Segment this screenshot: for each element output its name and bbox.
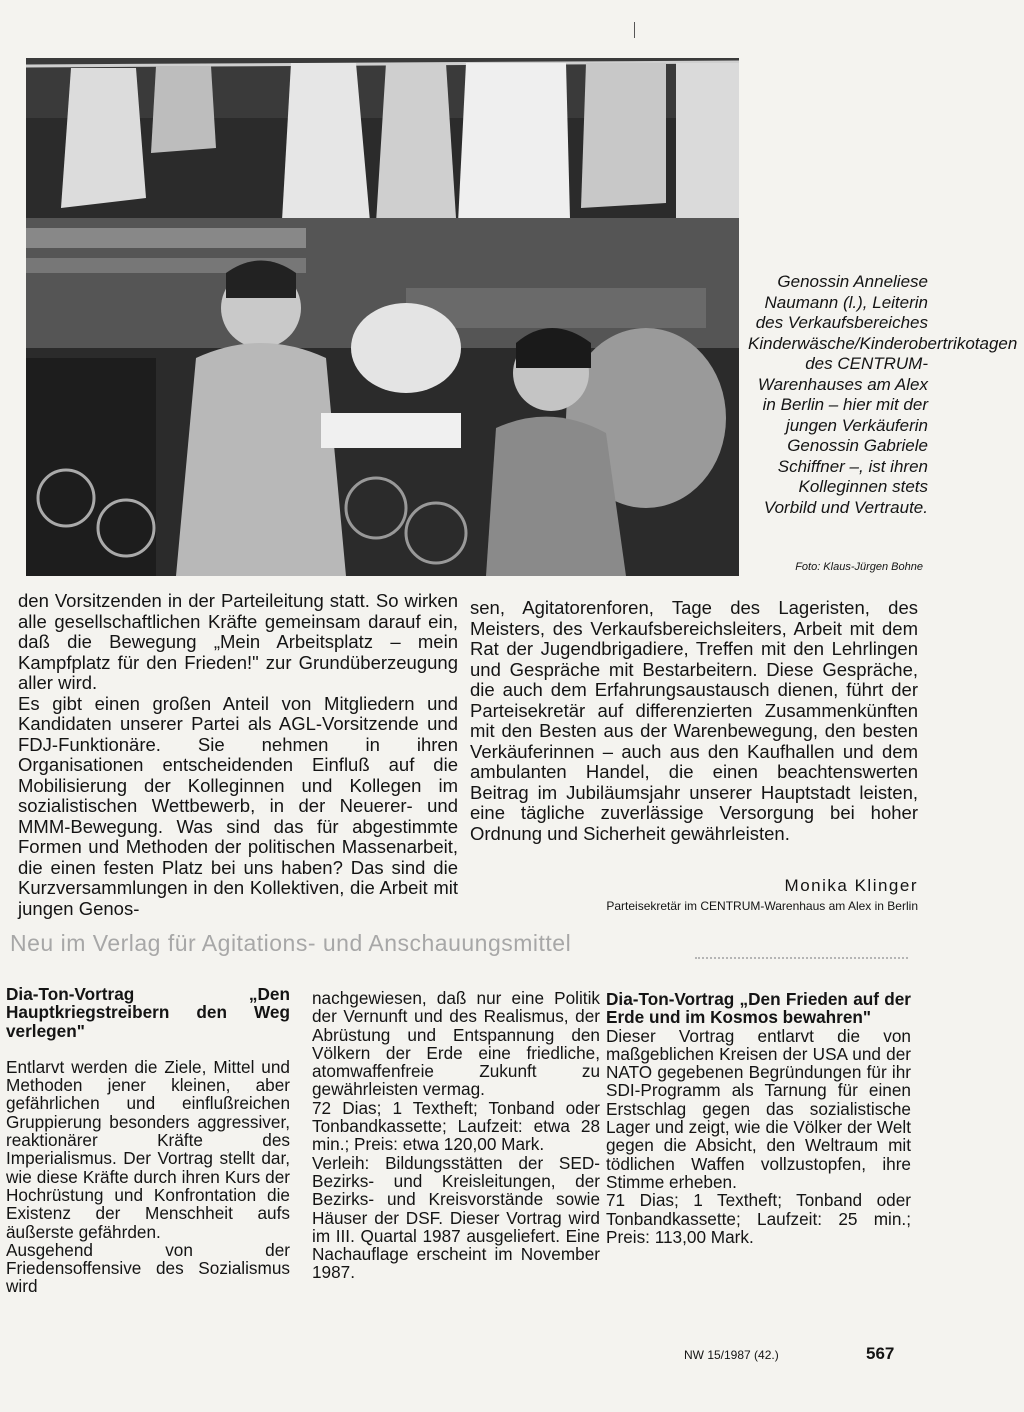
author-role: Parteisekretär im CENTRUM-Warenhaus am Alex in Berlin xyxy=(606,899,918,913)
item-column-1 xyxy=(6,985,290,1296)
scan-mark xyxy=(634,22,635,38)
article-column-right xyxy=(470,598,918,844)
issue-reference: NW 15/1987 (42.) xyxy=(684,1348,779,1362)
heading-divider xyxy=(695,957,908,959)
article-paragraph: Es gibt einen großen Anteil von Mitgliedern und Kandidaten unserer Partei als AGL-Vorsitzende und FDJ-Funktionäre. Sie nehmen in ihren Organisationen entscheidenden Einfluß auf die Mobilisierung der Kolleginnen und Kollegen im sozialistischen Wettbewerb, in der Neuerer- und MMM-Bewegung. Was sind das für abgestimmte Formen und Methoden der politischen Massenarbeit, die einen festen Platz bei uns haben? Das sind die Kurzversammlungen in den Kollektiven, die Arbeit mit jungen Genos- xyxy=(18,692,458,919)
item-paragraph: Ausgehend von der Friedensoffensive des Sozialismus wird xyxy=(6,1239,290,1297)
item-paragraph: 72 Dias; 1 Textheft; Tonband oder Tonbandkassette; Laufzeit: etwa 28 min.; Preis: etwa 120,00 Mark. xyxy=(312,1097,600,1155)
photo-credit: Foto: Klaus-Jürgen Bohne xyxy=(795,561,923,573)
article-column-left xyxy=(18,591,458,919)
item-paragraph: Verleih: Bildungsstätten der SED-Bezirks- und Kreisleitungen, der Bezirks- und Kreisvorstände sowie Häuser der DSF. Dieser Vortrag wird im III. Quartal 1987 ausgeliefert. Eine Nachauflage erscheint im November 1987. xyxy=(312,1152,600,1283)
article-paragraph: den Vorsitzenden in der Parteileitung statt. So wirken alle gesellschaftlichen Kräfte gemeinsam darauf ein, daß die Bewegung „Mein Arbeitsplatz – mein Kampfplatz für den Frieden!" zur Grundüberzeugung aller wird. xyxy=(18,590,458,693)
item-title: Dia-Ton-Vortrag „Den Frieden auf der Erde und im Kosmos bewahren" xyxy=(606,989,911,1028)
item-paragraph: Entlarvt werden die Ziele, Mittel und Methoden jener kleinen, aber gefährlichen und einflußreichen Gruppierung besonders aggressiver, reaktionärer Kräfte des Imperialismus. Der Vortrag stellt dar, wie diese Kräfte durch ihren Kurs der Hochrüstung und Konfrontation die Existenz der Menschheit aufs äußerste gefährden. xyxy=(6,1056,290,1242)
page-number: 567 xyxy=(866,1344,895,1363)
author-name: Monika Klinger xyxy=(784,876,918,895)
item-paragraph: Dieser Vortrag entlarvt die von maßgeblichen Kreisen der USA und der NATO gegebenen Begründungen für ihr SDI-Programm als Tarnung für einen Erstschlag gegen das sozialistische Lager und zeigt, wie die Völker der Welt gegen die Absicht, den Weltraum mit tödlichen Waffen vollzustopfen, ihre Stimme erheben. xyxy=(606,1025,911,1192)
store-photo xyxy=(26,58,739,576)
article-paragraph: sen, Agitatorenforen, Tage des Lageristen, des Meisters, des Verkaufsbereichsleiters, Arbeit mit dem Rat der Jugendbrigadiere, Treffen mit den Lehrlingen und Gespräche mit Bestarbeitern. Diese Gespräche, die auch dem Erfahrungsaustausch dienen, führt der Parteisekretär auf differenzierten Zusammenkünften mit den Besten aus der Warenbewegung, den besten Verkäuferinnen – auch aus den Kaufhallen und dem ambulanten Handel, die einen beachtenswerten Beitrag im Jubiläumsjahr unserer Hauptstadt leisten, eine tägliche zuverlässige Versorgung bei hoher Ordnung und Sicherheit gewährleisten. xyxy=(470,597,918,844)
section-heading: Neu im Verlag für Agitations- und Anschauungsmittel xyxy=(10,930,572,956)
photo-caption: Genossin Anneliese Naumann (l.), Leiterin des Verkaufsbereiches Kinderwäsche/Kinderobertrikotagen des CENTRUM-Warenhauses am Alex in Berlin – hier mit der jungen Verkäuferin Genossin Gabriele Schiffner –, ist ihren Kolleginnen stets Vorbild und Vertraute. xyxy=(748,272,1018,517)
item-title: Dia-Ton-Vortrag „Den Hauptkriegstreibern den Weg verlegen" xyxy=(6,984,290,1041)
item-paragraph: 71 Dias; 1 Textheft; Tonband oder Tonbandkassette; Laufzeit: 25 min.; Preis: 113,00 Mark. xyxy=(606,1190,911,1247)
item-paragraph: nachgewiesen, daß nur eine Politik der Vernunft und des Realismus, der Abrüstung und Entspannung den Völkern der Erde eine friedliche, atomwaffenfreie Zukunft zu gewährleisten vermag. xyxy=(312,988,600,1100)
item-column-2 xyxy=(312,989,600,1282)
item-column-3 xyxy=(606,990,911,1246)
